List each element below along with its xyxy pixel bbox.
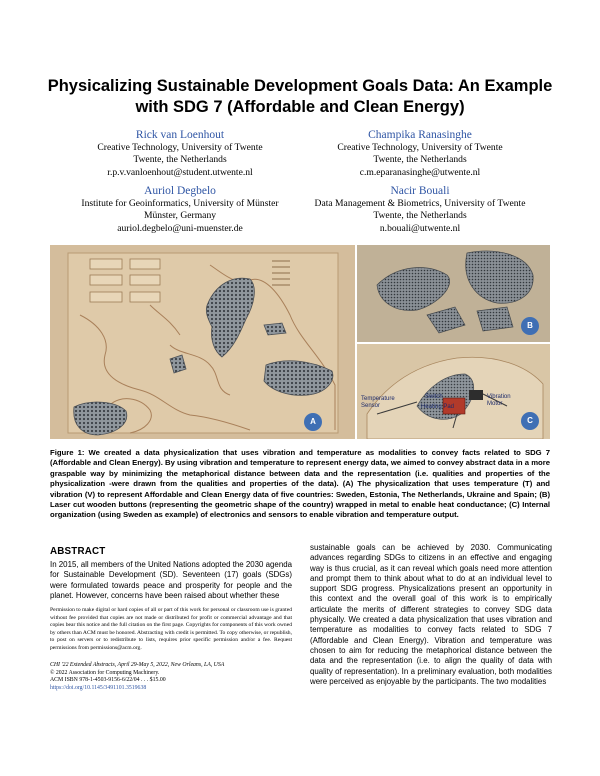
- abstract-text-col2: sustainable goals can be achieved by 2030. Communicating advances regarding SDGs to citizens in an effective and engaging way is thus crucial, as it can reveal which goals need more attention and prompt them to think about what to do at an individual level to support SDG progress. Physicalizations present an opportunity in this context and the overall goal of this work is to empirically articulate the merits of different strategies to convey SDG data physically. We created a data physicalization that uses vibration and temperature as modalities to convey facts related to SDG 7 (Affordable and Clean Energy). Vibration and temperature was chosen to aim for reducing the metaphorical distance between the data and the representation (i.e. to align the quality of data with quality of representation). In a preliminary evaluation, both modalities were perceived as enjoyable by the participants. The two modalities: [310, 543, 552, 686]
- author-affiliation: Data Management & Biometrics, University of Twente: [314, 198, 526, 209]
- author-location: Twente, the Netherlands: [373, 210, 467, 222]
- caption-text: We created a data physicalization that uses vibration and temperature as modalities to convey facts related to SDG 7 (Affordable and Clean Energy). By using vibration and temperature to represent energy data, we aimed to convey abstract data in a more graspable way by minimizing the metaphorical distance between data and the representation (i.e. qualities and properties of the physicalization -were drawn from the qualities and properties of the data). (A) The physicalization that uses temperature (T) and vibration (V) to represent Affordable and Clean Energy data of five countries: Sweden, Estonia, The Netherlands, Ukraine and Spain; (B) Laser cut wooden buttons (representing the geometric shape of the country) wrapped in metal to enable heat conductance; (C) Internal organization (using Sweden as example) of electronics and sensors to enable vibration and temperature output.: [50, 448, 550, 520]
- permission-notice: Permission to make digital or hard copies of all or part of this work for personal or classroom use is granted without fee provided that copies are not made or distributed for profit or commercial advantage and that copies bear this notice and the full citation on the first page. Copyrights for components of this work owned by others than ACM must be honored. Abstracting with credit is permitted. To copy otherwise, or republish, to post on servers or to redistribute to lists, requires prior specific permission and/or a fee. Request permissions from permissions@acm.org.: [50, 607, 292, 651]
- copyright-line: © 2022 Association for Computing Machinery.: [50, 669, 160, 676]
- title-line-1: Physicalizing Sustainable Development Goals Data: An Example: [47, 77, 553, 95]
- label-temperature-sensor: Temperature Sensor: [361, 396, 395, 409]
- figure-badge-b: B: [521, 317, 539, 335]
- author-location: Twente, the Netherlands: [133, 154, 227, 166]
- author-name: Nacir Bouali: [390, 185, 450, 197]
- author-email: auriol.degbelo@uni-muenster.de: [117, 222, 243, 234]
- abstract-heading: ABSTRACT: [50, 546, 106, 557]
- publication-metadata: [50, 662, 292, 692]
- label-switch: Switch: [425, 394, 443, 400]
- abstract-text-col1: In 2015, all members of the United Nations adopted the 2030 agenda for Sustainable Development (SD). Seventeen (17) goals (SDGs) were formulated towards peace and prosperity for people and the planet. However, concerns have been raised about whether these: [50, 560, 292, 600]
- author-location: Twente, the Netherlands: [373, 154, 467, 166]
- author-name: Auriol Degbelo: [144, 185, 216, 197]
- title-line-2: with SDG 7 (Affordable and Clean Energy): [135, 98, 465, 116]
- author-affiliation: Institute for Geoinformatics, University of Münster: [81, 198, 279, 209]
- caption-label: Figure 1:: [50, 448, 85, 457]
- doi-link[interactable]: https://doi.org/10.1145/3491101.3519638: [50, 684, 147, 691]
- isbn-line: ACM ISBN 978-1-4503-9156-6/22/04 . . . $15.00: [50, 677, 166, 684]
- author-email: c.m.eparanasinghe@utwente.nl: [359, 166, 481, 178]
- author-affiliation: Creative Technology, University of Twente: [97, 142, 263, 153]
- label-heating-pad: Heating Pad: [421, 404, 455, 410]
- figure-badge-c: C: [521, 412, 539, 430]
- figure-photo-c: [357, 344, 550, 439]
- figure-caption: [50, 448, 550, 521]
- author-block: [270, 128, 570, 179]
- author-name: Champika Ranasinghe: [368, 129, 472, 141]
- figure-badge-a: A: [304, 413, 322, 431]
- author-affiliation: Creative Technology, University of Twente: [337, 142, 503, 153]
- paper-title: [40, 76, 560, 118]
- figure-photo-b: [357, 245, 550, 342]
- figure-photo-a: [50, 245, 355, 439]
- author-email: r.p.v.vanloenhout@student.utwente.nl: [107, 166, 253, 178]
- author-name: Rick van Loenhout: [135, 129, 225, 141]
- author-email: n.bouali@utwente.nl: [379, 222, 461, 234]
- label-vibration-motor: Vibration Motor: [487, 394, 511, 407]
- author-block: [270, 184, 570, 235]
- author-location: Münster, Germany: [143, 210, 217, 222]
- conference-line: CHI '22 Extended Abstracts, April 29-May 5, 2022, New Orleans, LA, USA: [50, 662, 225, 668]
